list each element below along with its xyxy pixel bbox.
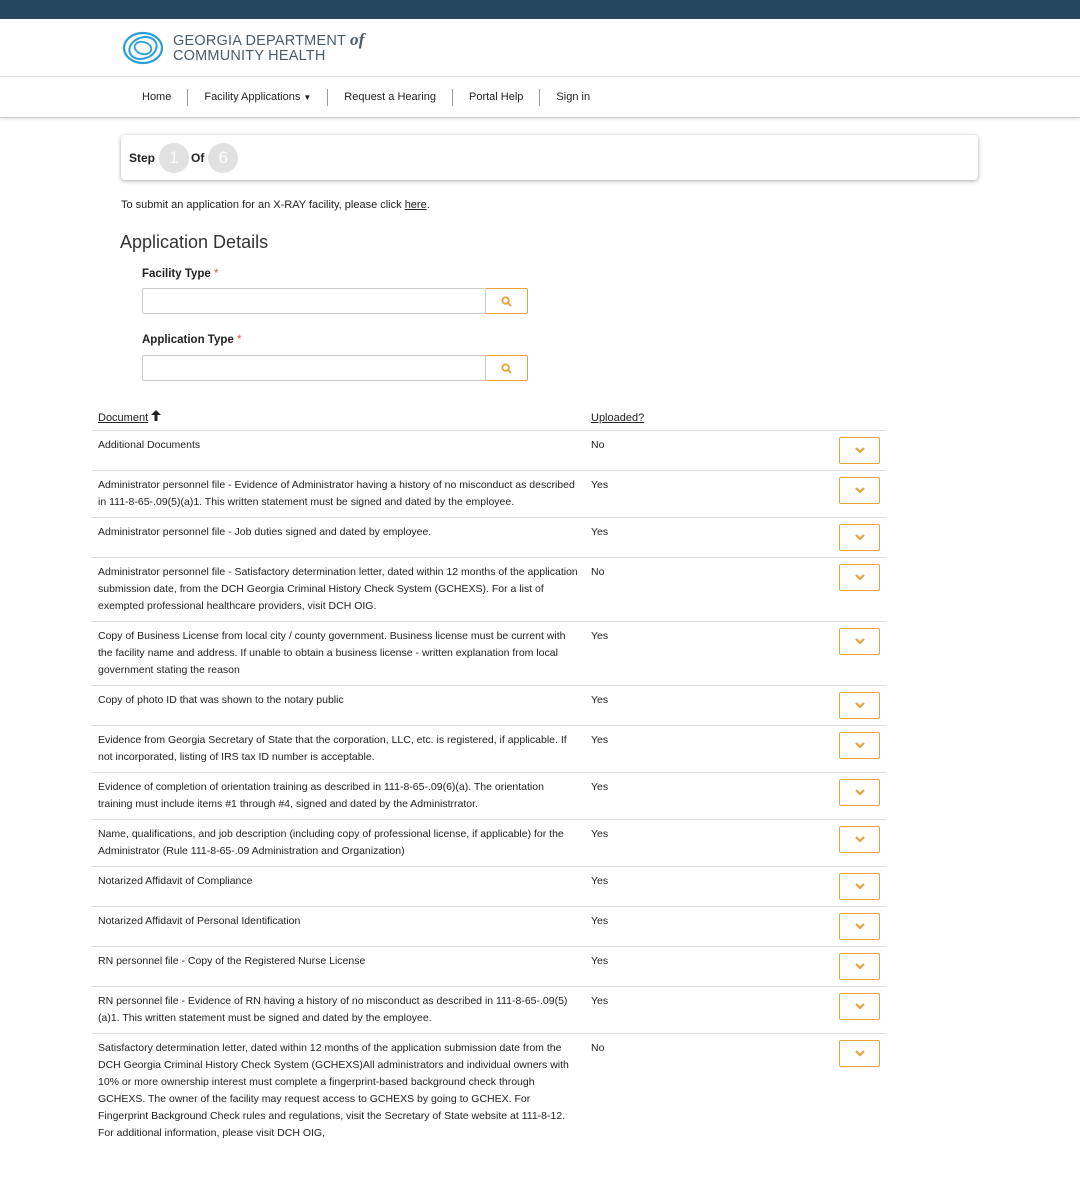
uploaded-status: Yes [585,907,817,947]
document-name: Administrator personnel file - Satisfactory determination letter, dated within 12 months of the application submission date, from the DCH Georgia Criminal History Check System (GCHEXS). For a list of exempted professional healthcare providers, visit DCH OIG. [92,558,585,622]
application-type-search-button[interactable] [486,355,528,381]
row-actions-cell [817,622,886,686]
document-column-header[interactable] [92,405,585,431]
step-indicator [121,135,978,180]
row-actions-cell [817,1034,886,1149]
row-actions-dropdown-button[interactable] [839,913,880,940]
facility-type-label-text: Facility Type [142,268,211,280]
chevron-down-icon [855,923,865,930]
table-row [92,773,886,820]
uploaded-status: Yes [585,947,817,987]
row-actions-cell [817,471,886,518]
table-row [92,1034,886,1149]
row-actions-dropdown-button[interactable] [839,628,880,655]
facility-type-search-button[interactable] [486,288,528,314]
chevron-down-icon [855,1003,865,1010]
row-actions-cell [817,907,886,947]
brand-line-1: GEORGIA DEPARTMENT [173,32,346,49]
document-name: Notarized Affidavit of Compliance [92,867,585,907]
row-actions-dropdown-button[interactable] [839,826,880,853]
chevron-down-icon [855,574,865,581]
uploaded-status: Yes [585,820,817,867]
table-row [92,518,886,558]
dch-logo-icon[interactable] [122,29,164,67]
row-actions-cell [817,726,886,773]
row-actions-cell [817,947,886,987]
arrow-up-icon [151,410,161,421]
step-label: Step [129,150,156,165]
chevron-down-icon [855,638,865,645]
row-actions-dropdown-button[interactable] [839,437,880,464]
row-actions-dropdown-button[interactable] [839,993,880,1020]
chevron-down-icon [855,883,865,890]
nav-sign-in[interactable]: Sign in [539,89,606,106]
row-actions-dropdown-button[interactable] [839,524,880,551]
brand-of: of [350,29,365,49]
facility-type-label [142,268,219,280]
table-row [92,431,886,471]
row-actions-dropdown-button[interactable] [839,732,880,759]
row-actions-cell [817,518,886,558]
row-actions-cell [817,686,886,726]
brand-line-2: COMMUNITY HEALTH [173,47,326,64]
uploaded-column-header[interactable] [585,405,817,431]
chevron-down-icon [855,742,865,749]
xray-notice-end: . [426,199,430,211]
application-type-input[interactable] [142,355,486,381]
table-row [92,686,886,726]
document-name: RN personnel file - Evidence of RN having a history of no misconduct as described in 111-8-65-.09(5)(a)1. This written statement must be signed and dated by the employee. [92,987,585,1034]
table-row [92,947,886,987]
search-icon [501,363,512,374]
document-header-label[interactable]: Document [98,412,149,424]
required-mark: * [237,334,242,346]
nav-home[interactable]: Home [142,90,172,103]
document-name: Notarized Affidavit of Personal Identification [92,907,585,947]
table-header-row [92,405,886,431]
documents-table-body [92,431,886,1149]
document-name: Name, qualifications, and job description (including copy of professional license, if applicable) for the Administrator (Rule 111-8-65-.09 Administration and Organization) [92,820,585,867]
top-bar [0,0,1080,19]
uploaded-status: No [585,431,817,471]
document-name: Copy of Business License from local city / county government. Business license must be current with the facility name and address. If unable to obtain a business license - written explanation from local government stating the reason [92,622,585,686]
uploaded-status: Yes [585,471,817,518]
document-name: RN personnel file - Copy of the Registered Nurse License [92,947,585,987]
document-name: Evidence from Georgia Secretary of State that the corporation, LLC, etc. is registered, if applicable. If not incorporated, listing of IRS tax ID number is acceptable. [92,726,585,773]
total-steps-number: 6 [208,143,238,173]
nav-portal-help[interactable]: Portal Help [452,89,539,106]
chevron-down-icon [855,789,865,796]
table-row [92,726,886,773]
table-row [92,987,886,1034]
search-icon [501,296,512,307]
uploaded-header-label[interactable]: Uploaded? [591,412,645,424]
document-name: Administrator personnel file - Evidence of Administrator having a history of no misconduct as described in 111-8-65-.09(5)(a)1. This written statement must be signed and dated by the employee. [92,471,585,518]
row-actions-cell [817,820,886,867]
uploaded-status: Yes [585,686,817,726]
chevron-down-icon [855,487,865,494]
nav-request-hearing[interactable]: Request a Hearing [327,89,452,106]
main-nav [0,77,1080,118]
chevron-down-icon [855,963,865,970]
table-row [92,867,886,907]
facility-type-field [142,288,528,314]
uploaded-status: Yes [585,726,817,773]
uploaded-status: No [585,1034,817,1149]
row-actions-cell [817,987,886,1034]
row-actions-cell [817,867,886,907]
uploaded-status: Yes [585,773,817,820]
row-actions-dropdown-button[interactable] [839,953,880,980]
table-row [92,622,886,686]
table-row [92,907,886,947]
row-actions-dropdown-button[interactable] [839,564,880,591]
row-actions-dropdown-button[interactable] [839,692,880,719]
document-name: Additional Documents [92,431,585,471]
table-row [92,820,886,867]
row-actions-dropdown-button[interactable] [839,873,880,900]
document-name: Satisfactory determination letter, dated within 12 months of the application submission date from the DCH Georgia Criminal History Check System (GCHEXS)All administrators and individual owners with 10% or more ownership interest must complete a fingerprint-based background check through GCHEXS. The owner of the facility may request access to GCHEXS by going to GCHEX. For Fingerprint Background Check rules and regulations, visit the Secretary of State website at 111-8-12. For additional information, please visit DCH OIG, [92,1034,585,1149]
required-mark: * [214,268,219,280]
documents-table [92,405,886,1148]
nav-facility-applications[interactable] [187,89,327,106]
xray-notice [121,199,430,211]
uploaded-status: Yes [585,987,817,1034]
xray-here-link[interactable]: here [404,199,427,211]
chevron-down-icon [855,1050,865,1057]
row-actions-dropdown-button[interactable] [839,1040,880,1067]
caret-down-icon: ▼ [303,92,312,102]
nav-facility-applications-label: Facility Applications [204,90,301,103]
table-row [92,558,886,622]
xray-notice-text: To submit an application for an X-RAY facility, please click [121,199,405,211]
document-name: Copy of photo ID that was shown to the notary public [92,686,585,726]
uploaded-status: Yes [585,867,817,907]
row-actions-dropdown-button[interactable] [839,477,880,504]
facility-type-input[interactable] [142,288,486,314]
current-step-number: 1 [159,143,189,173]
row-actions-cell [817,431,886,471]
chevron-down-icon [855,447,865,454]
row-actions-cell [817,558,886,622]
document-name: Administrator personnel file - Job duties signed and dated by employee. [92,518,585,558]
uploaded-status: Yes [585,622,817,686]
row-actions-cell [817,773,886,820]
brand-name [173,29,365,64]
uploaded-status: Yes [585,518,817,558]
table-row [92,471,886,518]
row-actions-dropdown-button[interactable] [839,779,880,806]
of-label: Of [191,150,205,165]
application-details-title: Application Details [120,232,269,252]
uploaded-status: No [585,558,817,622]
application-type-label [142,334,241,346]
actions-column-header [817,405,886,431]
chevron-down-icon [855,534,865,541]
chevron-down-icon [855,836,865,843]
application-type-label-text: Application Type [142,334,234,346]
site-header [0,19,1080,77]
application-type-field [142,355,528,381]
document-name: Evidence of completion of orientation training as described in 111-8-65-.09(6)(a). The orientation training must include items #1 through #4, signed and dated by the Administrrator. [92,773,585,820]
chevron-down-icon [855,702,865,709]
